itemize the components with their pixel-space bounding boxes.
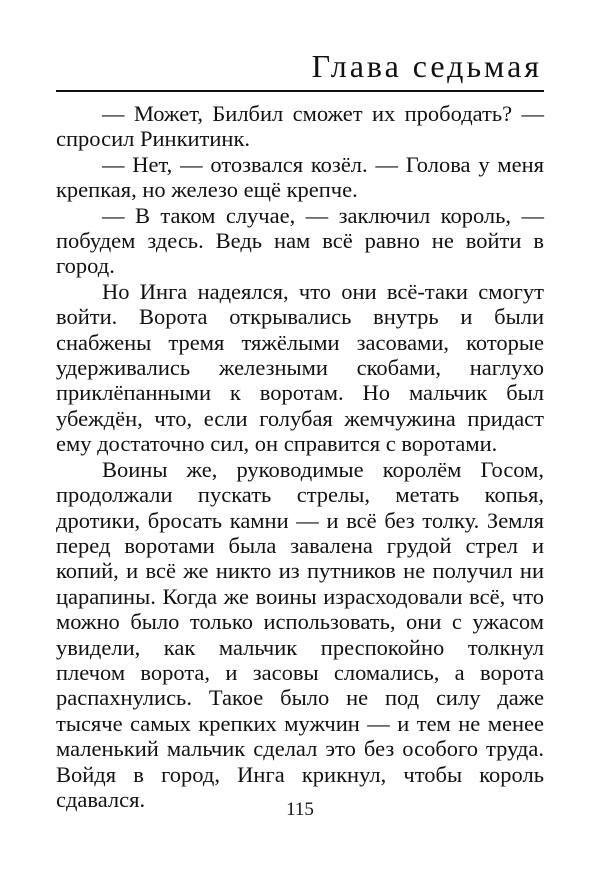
paragraph-dialogue-3: — В таком случае, — заключил король, — побудем здесь. Ведь нам всё равно не войти в город. — [56, 202, 544, 279]
chapter-title: Глава седьмая — [311, 48, 542, 84]
page-body — [56, 101, 544, 812]
paragraph-warriors: Воины же, руководимые королём Госом, продолжали пускать стрелы, метать копья, дротики, бросать камни — и всё без толку. Земля перед воротами была завалена грудой стрел и копий, и всё же никто из путников не получил ни царапины. Когда же воины израсходовали всё, что можно было только использовать, они с ужасом увидели, как мальчик преспокойно толкнул плечом ворота, и засовы сломались, а ворота распахнулись. Такое было не под силу даже тысяче самых крепких мужчин — и тем не менее маленький мальчик сделал это без особого труда. Войдя в город, Инга крикнул, чтобы король сдавался. — [56, 456, 544, 812]
page-number: 115 — [286, 799, 314, 820]
paragraph-dialogue-1: — Может, Билбил сможет их прободать? — спросил Ринкитинк. — [56, 101, 544, 152]
chapter-header — [56, 44, 544, 92]
paragraph-dialogue-2: — Нет, — отозвался козёл. — Голова у меня крепкая, но железо ещё крепче. — [56, 151, 544, 203]
paragraph-gates: Но Инга надеялся, что они всё-таки смогут войти. Ворота открывались внутрь и были снабжены тремя тяжёлыми засовами, которые удерживались железными скобами, наглухо приклёпанными к воротам. Но мальчик был убеждён, что, если голубая жемчужина придаст ему достаточно сил, он справится с воротами. — [56, 278, 544, 457]
